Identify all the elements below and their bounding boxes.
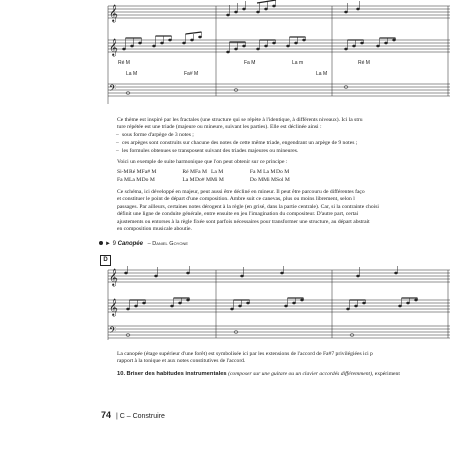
- bullet-text: les formules obtenues se transposent suivant des triades majeures ou mineures.: [122, 148, 299, 154]
- chord-cell: Mi M: [210, 176, 224, 183]
- chord-cell: Si-M: [117, 169, 129, 175]
- svg-text:𝄢: 𝄢: [109, 326, 117, 338]
- bullet-icon: [99, 241, 103, 245]
- chord-label: Fa M: [244, 60, 256, 66]
- staff-2: [108, 40, 450, 52]
- paragraph-line: en composition musicale aboutie.: [117, 226, 192, 233]
- section-heading: [117, 371, 450, 378]
- footer-separator: |: [115, 413, 118, 420]
- section-subtitle: (composer sur une guitare ou un clavier accordés différemment): [228, 371, 372, 377]
- bullet-item: [116, 148, 450, 155]
- chord-cell: Do M: [141, 176, 155, 183]
- paragraph-analysis: [117, 189, 450, 233]
- chord-label: Fa# M: [184, 71, 199, 77]
- chord-cell: Ré M: [129, 169, 142, 175]
- chord-cell: Fa M: [194, 169, 207, 175]
- bullet-dash: –: [116, 140, 119, 146]
- section-number: 10.: [117, 371, 126, 377]
- paragraph-line: ture répétée est une triade (majeure ou mineure, suivant les parties). Elle est déclinée ainsi :: [117, 124, 322, 131]
- svg-text:𝄞: 𝄞: [109, 270, 118, 286]
- paragraph-line: ajustements ou entorses à la règle fixée sont parfois nécessaires pour transformer une structure, au départ abstrait: [117, 218, 370, 225]
- chord-label: Ré M: [358, 60, 370, 66]
- chord-cell: La M: [263, 169, 276, 175]
- bullet-item: [116, 140, 450, 147]
- chord-label: Ré M: [118, 60, 130, 66]
- example-heading: [99, 241, 188, 247]
- chord-cell: Fa M: [249, 169, 262, 175]
- paragraph-caption: [117, 351, 450, 366]
- section-tail: , expériment: [371, 371, 400, 377]
- chord-cell: Mi M: [263, 176, 276, 183]
- svg-text:𝄞: 𝄞: [109, 40, 118, 56]
- chapter-name: C – Construire: [119, 413, 165, 420]
- page-footer: [101, 410, 165, 420]
- paragraph-line: rapport à la tonique et aux notes constitutives de l'accord.: [117, 358, 246, 365]
- chord-cell: La M: [210, 169, 224, 175]
- chord-table: [117, 169, 290, 184]
- paragraph-line: et constituer le point de départ d'une composition. Ambre suit ce canevas, plus ou moins librement, selon l: [117, 196, 355, 203]
- chord-label: La m: [292, 60, 304, 66]
- bullet-text: ces arpèges sont construits sur chacune des notes de cette même triade, engendrant un arpège de 9 notes ;: [122, 140, 358, 146]
- intro-line: Voici un exemple de suite harmonique que l'on peut obtenir sur ce principe :: [117, 159, 288, 165]
- example-title: Canopée: [117, 241, 143, 247]
- paragraph-line: passages. Par ailleurs, certaines notes dérogent à la règle (en grisé, dans la partie centrale). Car, si la contrainte choisi: [117, 203, 379, 210]
- svg-text:𝄞: 𝄞: [109, 300, 118, 316]
- bullet-item: [116, 132, 450, 139]
- bullet-dash: –: [116, 148, 119, 154]
- chord-cell: Sol M: [276, 176, 290, 183]
- staff-3: [108, 326, 450, 338]
- score-top: [96, 0, 450, 110]
- chord-cell: Fa M: [117, 176, 129, 183]
- chord-cell: Do M: [249, 176, 264, 183]
- bullet-text: sous forme d'arpège de 3 notes ;: [122, 132, 194, 138]
- svg-text:𝄞: 𝄞: [109, 6, 118, 22]
- bullet-dash: –: [116, 132, 119, 138]
- table-row: [117, 169, 290, 177]
- chord-cell: Do M: [276, 169, 290, 175]
- score-bottom: [96, 266, 450, 346]
- section-title: Briser des habitudes instrumentales: [126, 371, 227, 377]
- paragraph-line: Ce thème est inspiré par les fractales (une structure qui se répète à l'identique, à différents niveaux). Ici la stru: [117, 117, 363, 123]
- paragraph-line: Ce schéma, ici développé en majeur, peut aussi être décliné en mineur. Il peut être parcouru de différentes faço: [117, 189, 365, 195]
- example-composer: – Daniel Goyone: [147, 241, 189, 247]
- page-number: 74: [101, 410, 112, 420]
- paragraph-intro: [117, 117, 450, 132]
- chord-cell: La M: [182, 176, 195, 183]
- chord-label: La M: [126, 71, 138, 77]
- chord-cell: Fa# M: [141, 169, 157, 175]
- staff-1: [108, 270, 450, 282]
- svg-text:𝄢: 𝄢: [109, 84, 117, 96]
- staff-3: [108, 84, 450, 96]
- example-number: 9: [112, 241, 116, 247]
- chord-cell: Do# M: [194, 176, 211, 183]
- paragraph-line: définit une ligne de conduite générale, entre ensuite en jeu l'imagination du compositeur. D'autre part, certai: [117, 211, 359, 218]
- chord-cell: La M: [129, 176, 142, 183]
- staff-1: [108, 6, 450, 18]
- rehearsal-mark: D: [100, 255, 111, 266]
- paragraph-line: La canopée (étage supérieur d'une forêt) est symbolisée ici par les extensions de l'accord de Fa#7 privilégiées ici p: [117, 351, 373, 357]
- table-row: [117, 177, 290, 185]
- chord-cell: Ré M: [182, 169, 195, 175]
- arrow-icon: ►: [105, 241, 111, 247]
- chord-label: La M: [316, 71, 328, 77]
